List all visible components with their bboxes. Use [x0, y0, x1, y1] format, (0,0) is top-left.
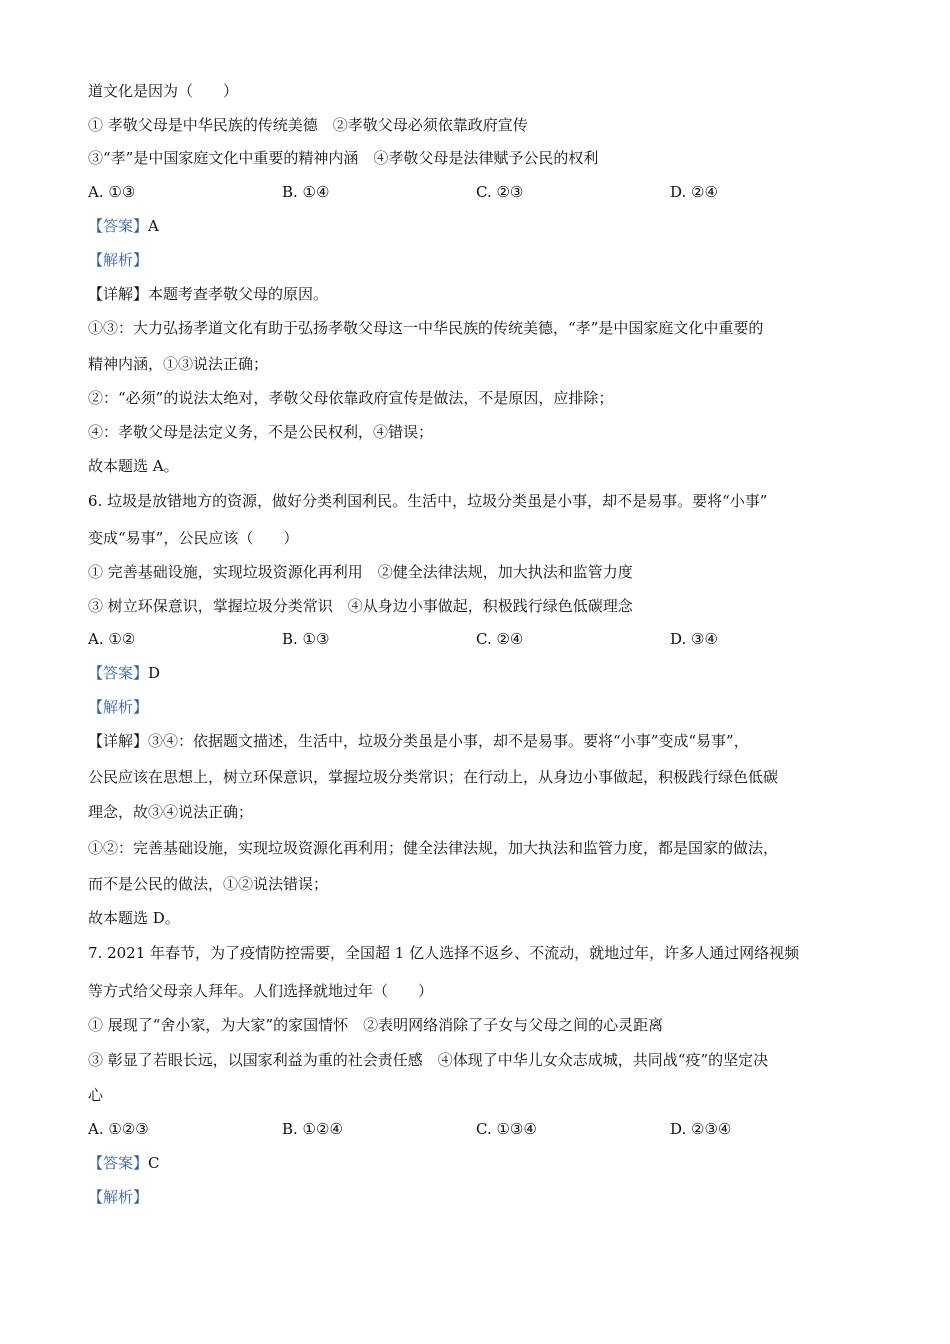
q6-detail-4: ①②：完善基础设施，实现垃圾资源化再利用；健全法律法规，加大执法和监管力度，都是国家的做法， — [88, 839, 779, 857]
q7-option-c: C. ①③④ — [476, 1120, 537, 1138]
q5-option-c: C. ②③ — [476, 183, 524, 201]
q5-explanation-1a: ①③：大力弘扬孝道文化有助于弘扬孝敬父母这一中华民族的传统美德，“孝”是中国家庭文化中重要的 — [88, 319, 764, 337]
q7-stem-2: 等方式给父母亲人拜年。人们选择就地过年（ ） — [88, 982, 434, 1000]
detail-text: 本题考查孝敬父母的原因。 — [148, 285, 329, 303]
q6-detail-5: 而不是公民的做法，①②说法错误； — [88, 875, 329, 893]
q6-statements-3-4: ③ 树立环保意识，掌握垃圾分类常识 ④从身边小事做起，积极践行绿色低碳理念 — [88, 597, 633, 615]
q7-option-a: A. ①②③ — [88, 1120, 149, 1138]
q7-option-b: B. ①②④ — [282, 1120, 343, 1138]
detail-label: 【详解】 — [88, 285, 149, 303]
detail-text: ③④：依据题文描述，生活中，垃圾分类虽是小事，却不是易事。要将“小事”变成“易事”， — [148, 732, 749, 750]
answer-label: 【答案】 — [88, 664, 149, 682]
q5-explanation-1b: 精神内涵，①③说法正确； — [88, 355, 269, 373]
answer-value: C — [148, 1154, 160, 1172]
q6-analysis-label: 【解析】 — [88, 698, 149, 716]
q5-statements-3-4: ③“孝”是中国家庭文化中重要的精神内涵 ④孝敬父母是法律赋予公民的权利 — [88, 149, 599, 167]
q7-option-d: D. ②③④ — [670, 1120, 732, 1138]
q5-detail — [88, 284, 328, 304]
q5-explanation-2: ②：“必须”的说法太绝对，孝敬父母依靠政府宣传是做法，不是原因，应排除； — [88, 389, 614, 407]
q5-option-b: B. ①④ — [282, 183, 330, 201]
detail-label: 【详解】 — [88, 732, 149, 750]
q5-answer — [88, 216, 159, 236]
q6-detail-2: 公民应该在思想上，树立环保意识，掌握垃圾分类常识；在行动上，从身边小事做起，积极践行绿色低碳 — [88, 768, 779, 786]
q5-statements-1-2: ① 孝敬父母是中华民族的传统美德 ②孝敬父母必须依靠政府宣传 — [88, 116, 528, 134]
answer-label: 【答案】 — [88, 1154, 149, 1172]
q6-detail-1 — [88, 731, 749, 751]
q5-explanation-3: ④：孝敬父母是法定义务，不是公民权利，④错误； — [88, 423, 434, 441]
q7-statements-1-2: ① 展现了“舍小家，为大家”的家国情怀 ②表明网络消除了子女与父母之间的心灵距离 — [88, 1016, 664, 1034]
answer-value: D — [148, 664, 161, 682]
q5-option-a: A. ①③ — [88, 183, 136, 201]
q7-stem-1: 7. 2021 年春节，为了疫情防控需要，全国超 1 亿人选择不返乡、不流动，就地过年，许多人通过网络视频 — [88, 944, 800, 962]
q6-statements-1-2: ① 完善基础设施，实现垃圾资源化再利用 ②健全法律法规，加大执法和监管力度 — [88, 563, 633, 581]
q7-analysis-label: 【解析】 — [88, 1188, 149, 1206]
q6-option-d: D. ③④ — [670, 630, 718, 648]
q6-option-c: C. ②④ — [476, 630, 524, 648]
q7-statements-3-4a: ③ 彰显了若眼长远，以国家利益为重的社会责任感 ④体现了中华儿女众志成城，共同战“疫”的坚定决 — [88, 1051, 769, 1069]
answer-value: A — [148, 217, 159, 235]
q6-stem-1: 6. 垃圾是放错地方的资源，做好分类利国利民。生活中，垃圾分类虽是小事，却不是易事。要将“小事” — [88, 492, 768, 510]
q5-analysis-label: 【解析】 — [88, 251, 149, 269]
q7-statements-3-4b: 心 — [88, 1086, 104, 1104]
q5-stem-tail: 道文化是因为（ ） — [88, 82, 239, 100]
q5-conclusion: 故本题选 A。 — [88, 457, 179, 475]
q5-option-d: D. ②④ — [670, 183, 718, 201]
q6-conclusion: 故本题选 D。 — [88, 909, 180, 927]
q6-stem-2: 变成“易事”，公民应该（ ） — [88, 529, 299, 547]
q7-answer — [88, 1153, 160, 1173]
q6-answer — [88, 663, 160, 683]
answer-label: 【答案】 — [88, 217, 149, 235]
q6-detail-3: 理念，故③④说法正确； — [88, 803, 254, 821]
q6-option-b: B. ①③ — [282, 630, 330, 648]
q6-option-a: A. ①② — [88, 630, 136, 648]
